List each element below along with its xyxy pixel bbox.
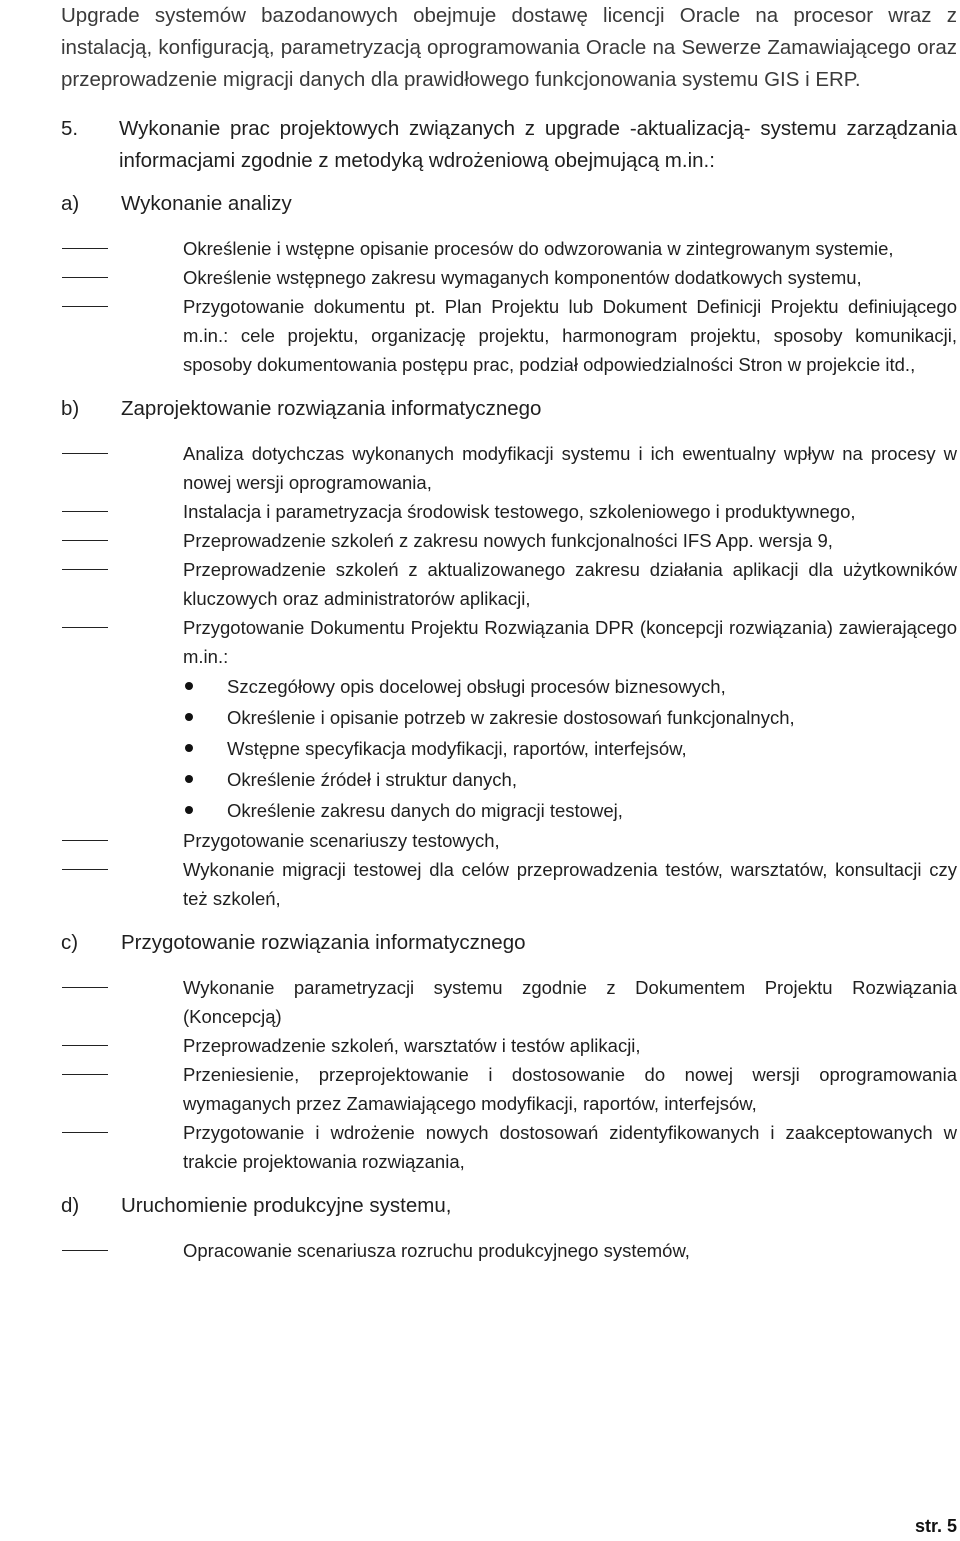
subsection-letter: c) xyxy=(61,931,79,954)
bullet-item-text: Wstępne specyfikacja modyfikacji, raportów, interfejsów, xyxy=(227,738,687,759)
section-number: 5. xyxy=(61,117,79,140)
subsection-d-heading xyxy=(61,1190,957,1222)
dash-marker xyxy=(61,234,183,263)
dash-marker xyxy=(61,526,183,555)
dash-marker xyxy=(61,1118,183,1176)
dash-marker xyxy=(61,1236,183,1265)
bullet-item xyxy=(61,733,957,764)
bullet-item xyxy=(61,671,957,702)
dash-marker xyxy=(61,263,183,292)
dash-marker xyxy=(61,292,183,379)
dash-marker xyxy=(61,855,183,913)
list-item-text: Przeprowadzenie szkoleń z zakresu nowych funkcjonalności IFS App. wersja 9, xyxy=(183,530,833,551)
subsection-title: Wykonanie analizy xyxy=(121,192,292,215)
bullet-icon xyxy=(183,702,227,733)
list-item-text: Przygotowanie dokumentu pt. Plan Projektu lub Dokument Definicji Projektu definiującego m.in.: cele projektu, organizację projektu, harmonogram projektu, sposoby komunikacji, sposoby dokumentowania postępu prac, podział odpowiedzialności Stron w projekcie itd., xyxy=(183,296,957,375)
list-item xyxy=(61,526,957,555)
list-item xyxy=(61,263,957,292)
list-item-text: Określenie i wstępne opisanie procesów do odwzorowania w zintegrowanym systemie, xyxy=(183,238,894,259)
bullet-icon xyxy=(183,795,227,826)
list-item-text: Wykonanie migracji testowej dla celów przeprowadzenia testów, warsztatów, konsultacji czy też szkoleń, xyxy=(183,859,957,909)
list-item xyxy=(61,613,957,671)
list-item xyxy=(61,1236,957,1265)
list-item xyxy=(61,973,957,1031)
subsection-letter: b) xyxy=(61,397,80,420)
dash-marker xyxy=(61,826,183,855)
subsection-b-list xyxy=(61,439,957,671)
subsection-c-list xyxy=(61,973,957,1176)
list-item xyxy=(61,292,957,379)
bullet-item-text: Określenie zakresu danych do migracji testowej, xyxy=(227,800,623,821)
bullet-icon xyxy=(183,671,227,702)
dash-marker xyxy=(61,439,183,497)
dash-marker xyxy=(61,497,183,526)
subsection-title: Przygotowanie rozwiązania informatycznego xyxy=(121,931,526,954)
list-item xyxy=(61,555,957,613)
bullet-icon xyxy=(183,733,227,764)
list-item-text: Przygotowanie Dokumentu Projektu Rozwiązania DPR (koncepcji rozwiązania) zawierającego m.in.: xyxy=(183,617,957,667)
subsection-title: Zaprojektowanie rozwiązania informatycznego xyxy=(121,397,542,420)
list-item-text: Analiza dotychczas wykonanych modyfikacji systemu i ich ewentualny wpływ na procesy w nowej wersji oprogramowania, xyxy=(183,443,957,493)
list-item xyxy=(61,439,957,497)
subsection-letter: d) xyxy=(61,1194,80,1217)
subsection-b-heading xyxy=(61,393,957,425)
subsection-c-heading xyxy=(61,927,957,959)
list-item-text: Instalacja i parametryzacja środowisk testowego, szkoleniowego i produktywnego, xyxy=(183,501,856,522)
subsection-title: Uruchomienie produkcyjne systemu, xyxy=(121,1194,452,1217)
list-item-text: Przygotowanie scenariuszy testowych, xyxy=(183,830,500,851)
dash-marker xyxy=(61,613,183,671)
list-item xyxy=(61,1031,957,1060)
dash-marker xyxy=(61,973,183,1031)
dash-marker xyxy=(61,555,183,613)
bullet-item-text: Określenie i opisanie potrzeb w zakresie dostosowań funkcjonalnych, xyxy=(227,707,795,728)
bullet-item-text: Szczegółowy opis docelowej obsługi procesów biznesowych, xyxy=(227,676,726,697)
list-item-text: Wykonanie parametryzacji systemu zgodnie z Dokumentem Projektu Rozwiązania (Koncepcją) xyxy=(183,977,957,1027)
subsection-b-bullets xyxy=(61,671,957,826)
bullet-icon xyxy=(183,764,227,795)
subsection-d-list xyxy=(61,1236,957,1265)
list-item xyxy=(61,826,957,855)
list-item-text: Przeprowadzenie szkoleń, warsztatów i testów aplikacji, xyxy=(183,1035,641,1056)
subsection-a-heading xyxy=(61,188,957,220)
bullet-item-text: Określenie źródeł i struktur danych, xyxy=(227,769,517,790)
subsection-a-list xyxy=(61,234,957,379)
subsection-letter: a) xyxy=(61,192,80,215)
list-item xyxy=(61,1060,957,1118)
bullet-item xyxy=(61,702,957,733)
intro-paragraph: Upgrade systemów bazodanowych obejmuje dostawę licencji Oracle na procesor wraz z instalacją, konfiguracją, parametryzacją oprogramowania Oracle na Sewerze Zamawiającego oraz przeprowadzenie migracji danych dla prawidłowego funkcjonowania systemu GIS i ERP. xyxy=(61,4,957,91)
section-5-heading xyxy=(61,113,957,177)
page-number: str. 5 xyxy=(914,1516,957,1536)
subsection-b-list-continued xyxy=(61,826,957,913)
list-item xyxy=(61,234,957,263)
list-item-text: Opracowanie scenariusza rozruchu produkcyjnego systemów, xyxy=(183,1240,690,1261)
list-item-text: Przeprowadzenie szkoleń z aktualizowanego zakresu działania aplikacji dla użytkowników kluczowych oraz administratorów aplikacji, xyxy=(183,559,957,609)
section-text: Wykonanie prac projektowych związanych z upgrade -aktualizacją- systemu zarządzania informacjami zgodnie z metodyką wdrożeniową obejmującą m.in.: xyxy=(119,117,957,172)
dash-marker xyxy=(61,1031,183,1060)
dash-marker xyxy=(61,1060,183,1118)
list-item xyxy=(61,855,957,913)
list-item-text: Przeniesienie, przeprojektowanie i dostosowanie do nowej wersji oprogramowania wymaganych przez Zamawiającego modyfikacji, raportów, interfejsów, xyxy=(183,1064,957,1114)
list-item xyxy=(61,497,957,526)
list-item-text: Przygotowanie i wdrożenie nowych dostosowań zidentyfikowanych i zaakceptowanych w trakcie projektowania rozwiązania, xyxy=(183,1122,957,1172)
bullet-item xyxy=(61,764,957,795)
document-body xyxy=(61,0,957,1265)
list-item-text: Określenie wstępnego zakresu wymaganych komponentów dodatkowych systemu, xyxy=(183,267,862,288)
list-item xyxy=(61,1118,957,1176)
bullet-item xyxy=(61,795,957,826)
